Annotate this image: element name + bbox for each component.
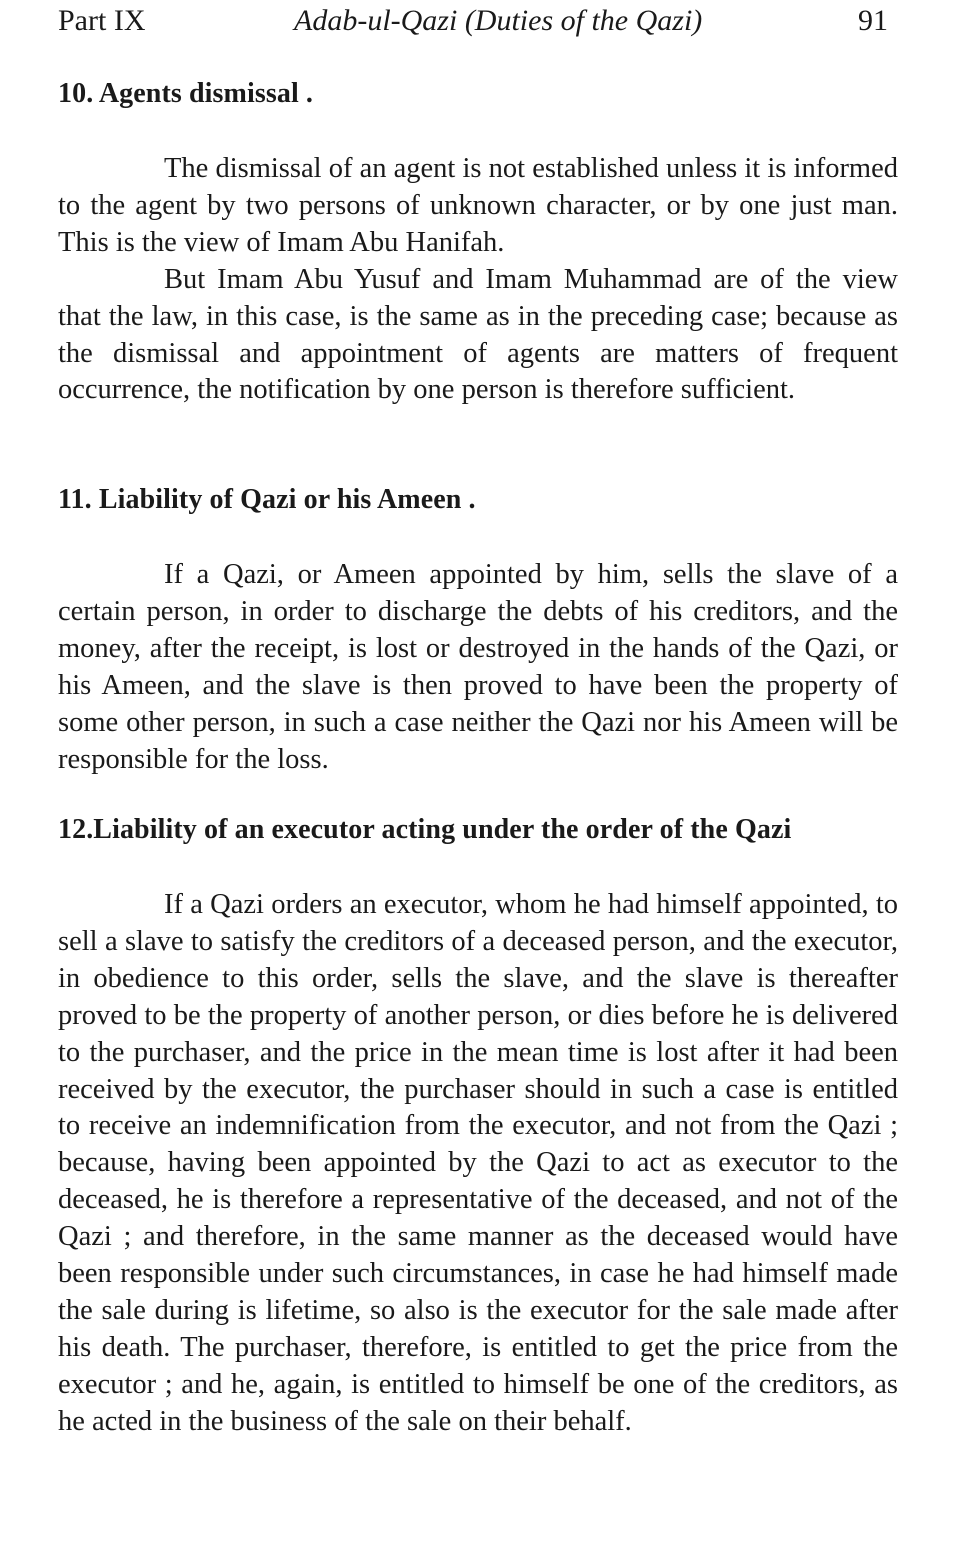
section-10-heading: 10. Agents dismissal . [58,78,314,109]
running-header [58,4,898,44]
section-10-paragraph-1: The dismissal of an agent is not established unless it is informed to the agent by two persons of unknown character, or by one just man. This is the view of Imam Abu Hanifah. [58,153,898,258]
section-10-paragraph-2: But Imam Abu Yusuf and Imam Muhammad are of the view that the law, in this case, is the same as in the preceding case; because as the dismissal and appointment of agents are matters of frequent occurrence, the notification by one person is therefore sufficient. [58,263,898,406]
section-12-body [58,887,898,1441]
section-11-body [58,557,898,778]
page-number: 91 [858,4,888,37]
section-10-body [58,151,898,409]
section-12-heading: 12.Liability of an executor acting under the order of the Qazi [58,814,792,845]
section-12-paragraph-1: If a Qazi orders an executor, whom he had himself appointed, to sell a slave to satisfy the creditors of a deceased person, and the executor, in obedience to this order, sells the slave, and the slave is thereafter proved to be the property of another person, or dies before he is delivered to the purchaser, and the price in the mean time is lost after it had been received by the executor, the purchaser should in such a case is entitled to receive an indemnification from the executor, and not from the Qazi ; because, having been appointed by the Qazi to act as executor to the deceased, he is therefore a representative of the deceased, and not of the Qazi ; and therefore, in the same manner as the deceased would have been responsible under such circumstances, in case he had himself made the sale during is lifetime, so also is the executor for the sale made after his death. The purchaser, therefore, is entitled to get the price from the executor ; and he, again, is entitled to himself be one of the creditors, as he acted in the business of the sale on their behalf. [58,889,898,1437]
chapter-title: Adab-ul-Qazi (Duties of the Qazi) [294,4,703,37]
document-page [58,0,898,1437]
section-11-paragraph-1: If a Qazi, or Ameen appointed by him, sells the slave of a certain person, in order to discharge the debts of his creditors, and the money, after the receipt, is lost or destroyed in the hands of the Qazi, or his Ameen, and the slave is then proved to have been the property of some other person, in such a case neither the Qazi nor his Ameen will be responsible for the loss. [58,559,898,775]
section-11-heading: 11. Liability of Qazi or his Ameen . [58,484,476,515]
part-label: Part IX [58,4,146,37]
